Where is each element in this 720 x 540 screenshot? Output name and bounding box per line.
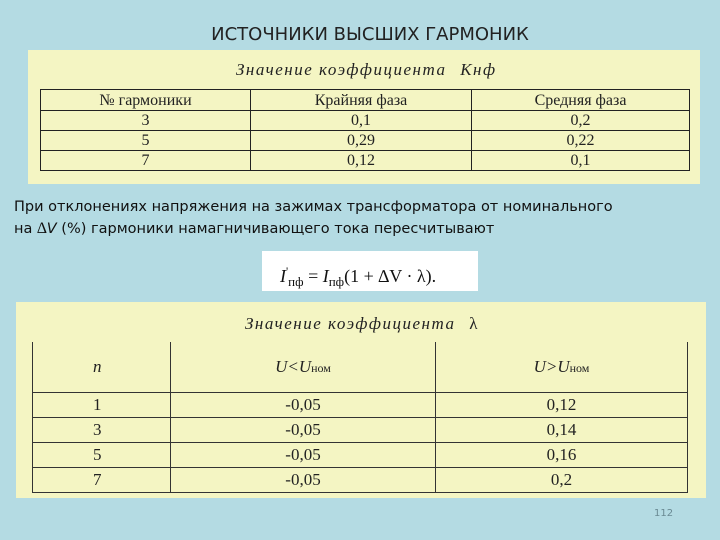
table2-cell: 0,12 (436, 393, 688, 418)
formula-rhs-sub: пф (328, 274, 345, 289)
table2-header-sub: ном (569, 361, 590, 375)
table2-cell: 0,16 (436, 443, 688, 468)
paragraph-rest: (%) гармоники намагничивающего тока пересчитывают (56, 221, 495, 237)
table2-cell: 0,2 (436, 468, 688, 493)
table-row (33, 393, 688, 418)
recalc-formula (262, 251, 478, 291)
table2-cell: 3 (33, 418, 171, 443)
table1-header-cell: № гармоники (41, 90, 251, 111)
table2-cell: -0,05 (171, 468, 436, 493)
table1-cell: 5 (41, 131, 251, 151)
table2-caption-symbol: λ (469, 314, 479, 333)
table2 (32, 342, 688, 493)
table2-header-sub: ном (311, 361, 331, 375)
table2-panel (16, 302, 706, 498)
table2-cell: 0,14 (436, 418, 688, 443)
table2-header-cell: n (33, 342, 171, 393)
table-row (33, 443, 688, 468)
table-row (41, 131, 690, 151)
table2-cell: -0,05 (171, 443, 436, 468)
table-row (41, 151, 690, 171)
formula-end: . (431, 266, 437, 286)
table2-cell: -0,05 (171, 393, 436, 418)
slide-title: ИСТОЧНИКИ ВЫСШИХ ГАРМОНИК (211, 24, 529, 45)
table1-caption-text: Значение коэффициента (236, 60, 447, 79)
table1-panel (28, 50, 700, 184)
table1-header-row (41, 90, 690, 111)
table1-cell: 0,2 (472, 111, 690, 131)
delta-symbol: ∆ (36, 220, 47, 237)
formula-eq: = (303, 266, 323, 286)
paragraph-prefix: на (14, 221, 37, 237)
paragraph-line-2 (14, 218, 710, 240)
formula-lhs-sub: пф (288, 274, 304, 289)
table2-header-u-greater: U>U (533, 357, 570, 376)
table1-cell: 0,12 (251, 151, 472, 171)
table1 (40, 89, 690, 171)
table2-header-u-less: U<U (275, 357, 312, 376)
paragraph-line-1: При отклонениях напряжения на зажимах трансформатора от номинального (14, 199, 613, 215)
table2-header-cell (436, 342, 688, 393)
table2-header-cell (171, 342, 436, 393)
table2-caption-text: Значение коэффициента (245, 314, 456, 333)
table1-caption (236, 60, 497, 80)
table1-cell: 7 (41, 151, 251, 171)
description-paragraph (14, 196, 710, 240)
table1-header-cell: Средняя фаза (472, 90, 690, 111)
table-row (41, 111, 690, 131)
table1-cell: 0,1 (472, 151, 690, 171)
voltage-var: V (46, 221, 57, 237)
table1-header-cell: Крайняя фаза (251, 90, 472, 111)
table2-caption (245, 314, 479, 334)
table1-cell: 0,22 (472, 131, 690, 151)
formula-rhs: I (322, 266, 329, 286)
table2-cell: 5 (33, 443, 171, 468)
formula-lhs: I (280, 266, 286, 286)
table2-cell: 7 (33, 468, 171, 493)
table1-caption-symbol: Kнф (460, 60, 497, 79)
table-row (33, 468, 688, 493)
formula-bracket: (1 + ∆V · λ) (344, 266, 432, 286)
table1-cell: 0,29 (251, 131, 472, 151)
table2-header-row (33, 342, 688, 393)
formula-prime: ' (286, 264, 289, 278)
page-number: 112 (654, 508, 674, 519)
table2-cell: 1 (33, 393, 171, 418)
table2-cell: -0,05 (171, 418, 436, 443)
table-row (33, 418, 688, 443)
table1-cell: 3 (41, 111, 251, 131)
table1-cell: 0,1 (251, 111, 472, 131)
